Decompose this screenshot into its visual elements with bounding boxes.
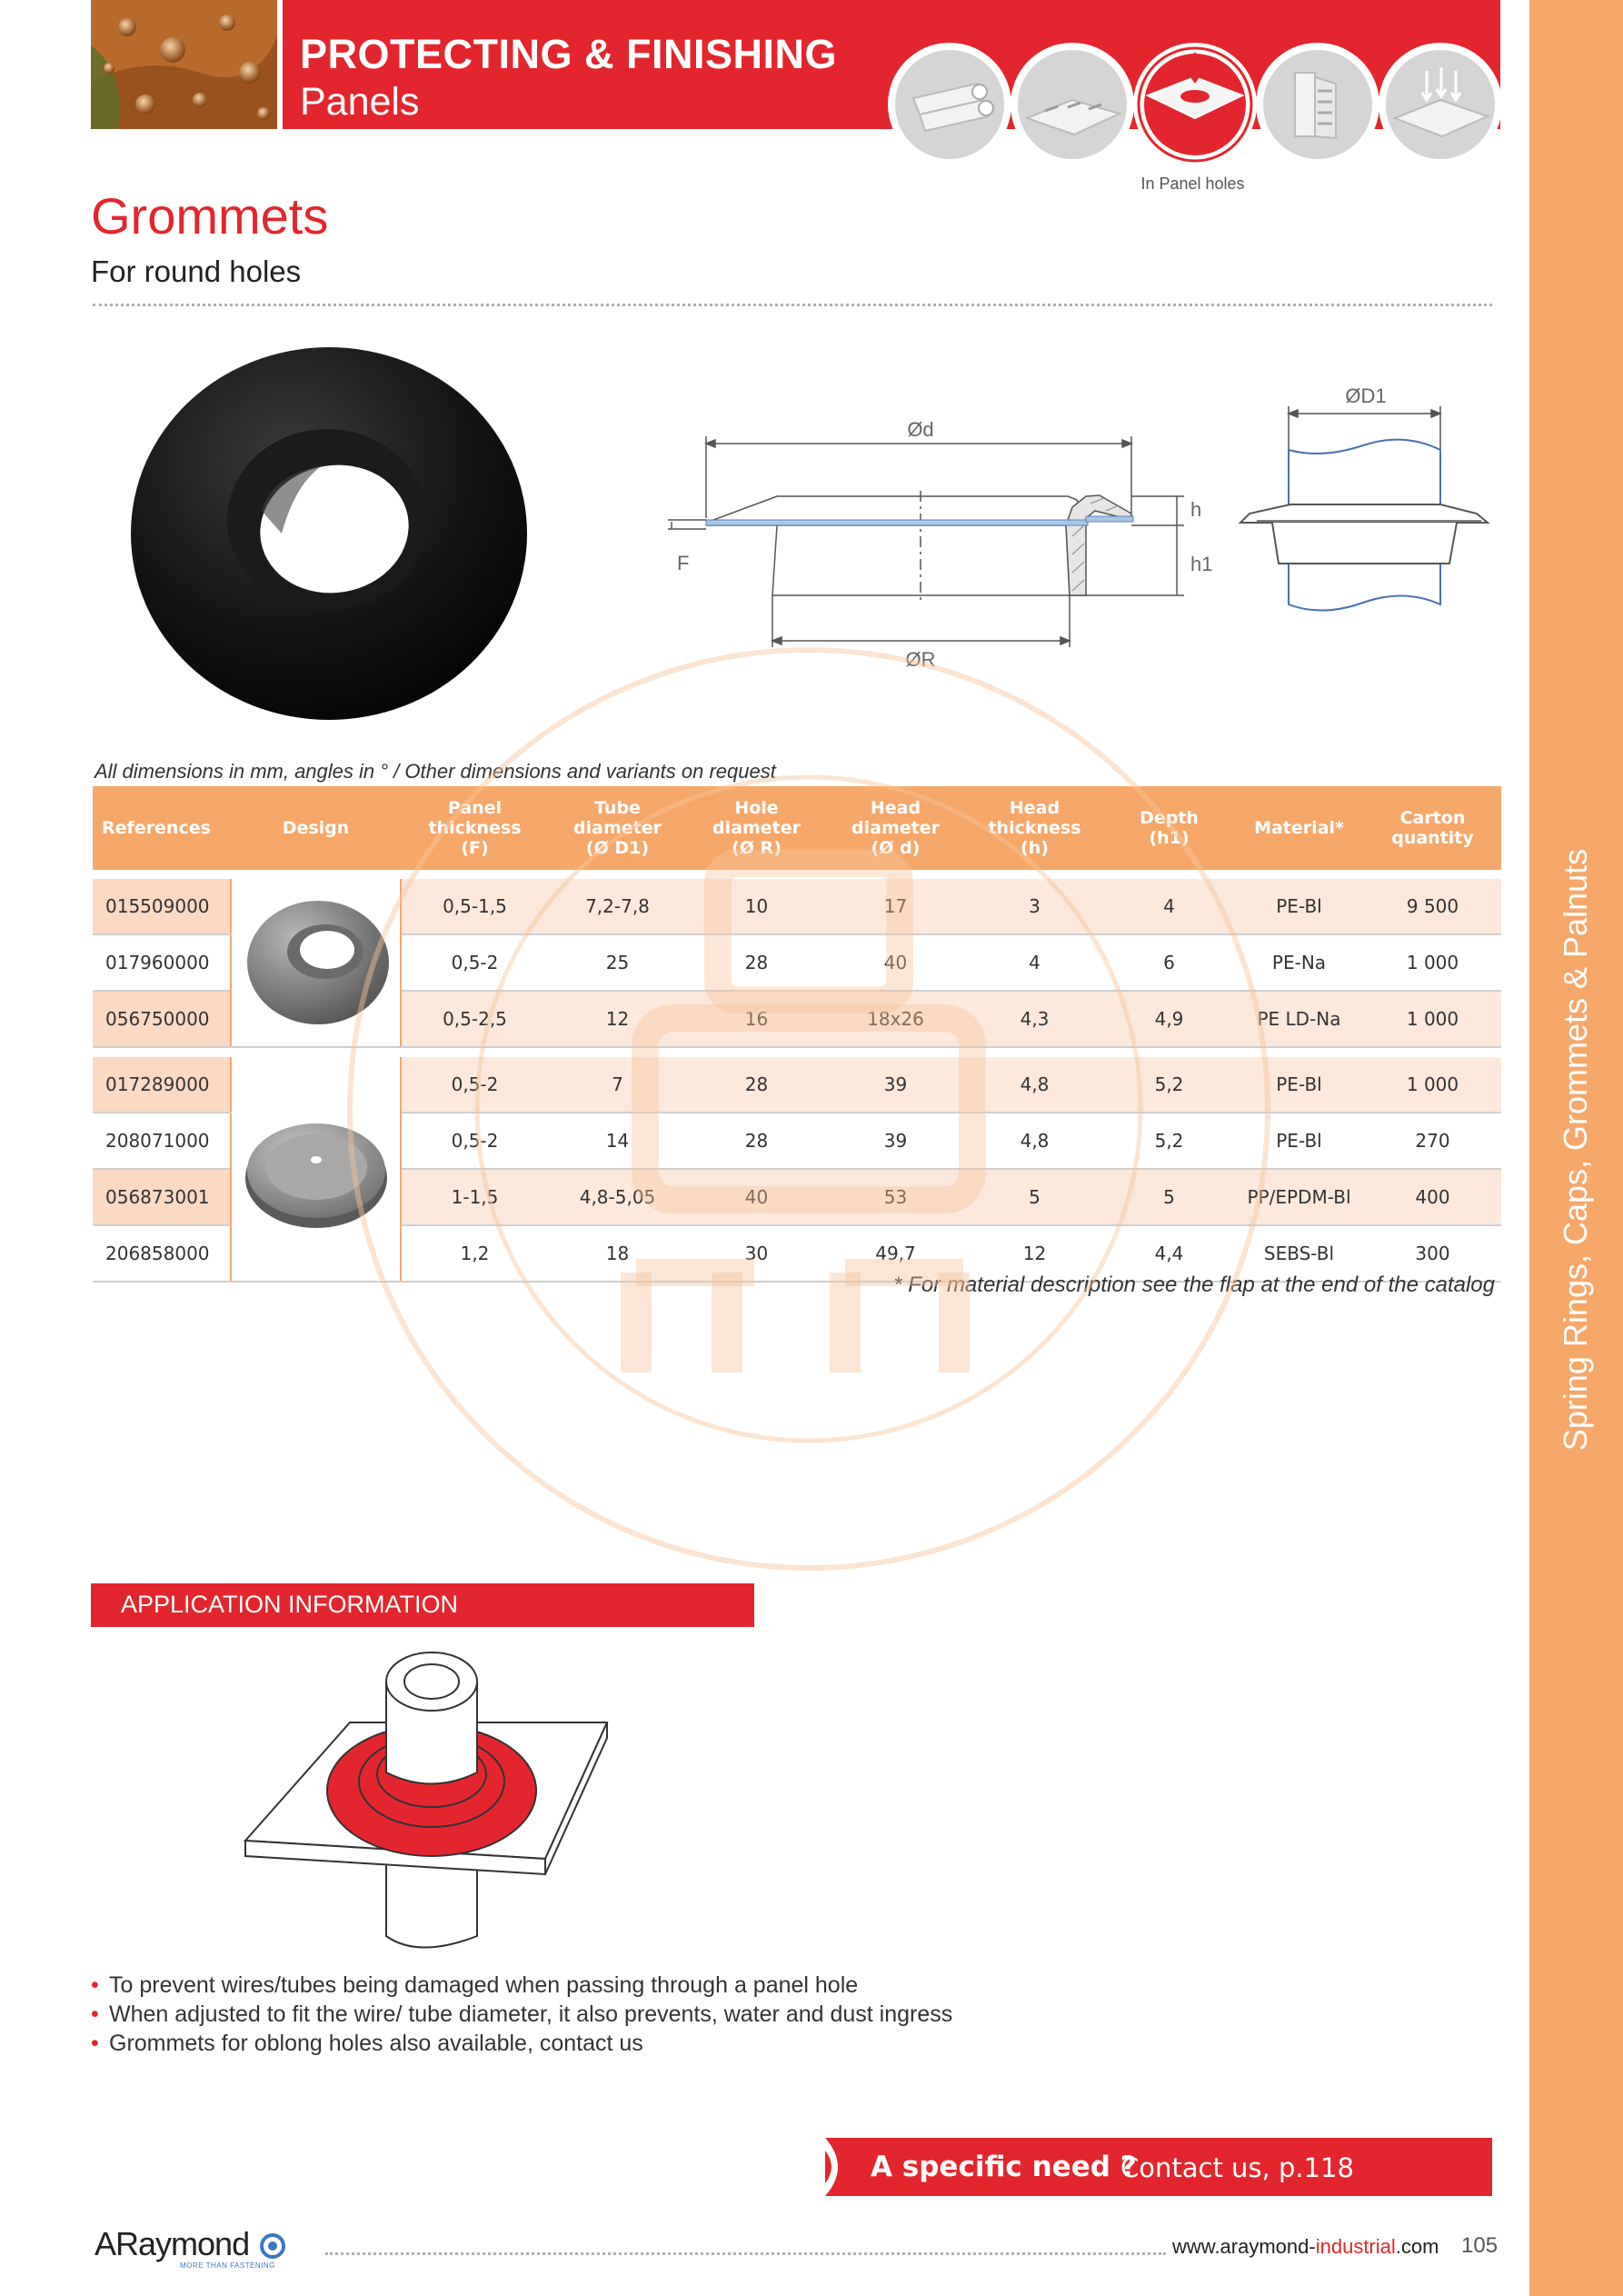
table-row[interactable]: 056750000 0,5-2,5 12 16 18x26 4,3 4,9 PE LD-Na 1 000 (93, 991, 1501, 1047)
cta-bold-text: A specific need ? (871, 2151, 1137, 2183)
label-od: Ød (907, 418, 934, 441)
section-drawing (659, 409, 1222, 682)
list-item: • Grommets for oblong holes also available, contact us (91, 2029, 952, 2058)
label-h: h (1190, 498, 1202, 521)
application-section-header (91, 1583, 754, 1627)
header-icon-strip (881, 27, 1508, 164)
table-row[interactable]: 208071000 0,5-2 14 28 39 4,8 5,2 PE-Bl 270 (93, 1113, 1501, 1169)
contact-cta[interactable] (825, 2138, 1492, 2196)
label-or: ØR (905, 648, 936, 671)
table-row[interactable]: 056873001 1-1,5 4,8-5,05 40 53 5 5 PP/EPDM-Bl 400 (93, 1169, 1501, 1225)
brand-logo[interactable] (95, 2225, 286, 2263)
panel-hole-icon[interactable] (1133, 43, 1257, 164)
grommet-design-2 (238, 1094, 394, 1240)
title-divider (93, 304, 1492, 306)
label-od1: ØD1 (1345, 384, 1387, 407)
col-carton-quantity[interactable]: Carton quantity (1364, 786, 1501, 870)
application-bullets (91, 1971, 952, 2058)
mounted-drawing (1231, 377, 1504, 614)
label-f: F (677, 552, 690, 574)
col-head-diameter[interactable]: Head diameter (Ø d) (826, 786, 965, 870)
col-depth[interactable]: Depth (h1) (1104, 786, 1234, 870)
header-title: PROTECTING & FINISHING (300, 31, 838, 77)
col-head-thickness[interactable]: Head thickness (h) (965, 786, 1104, 870)
col-material[interactable]: Material* (1234, 786, 1364, 870)
table-row[interactable]: 015509000 0,5-1,5 7,2-7,8 10 17 3 4 PE-Bl 9 500 (93, 879, 1501, 934)
footer-url[interactable]: www.araymond-industrial.com (1172, 2235, 1439, 2258)
page-number: 105 (1461, 2233, 1499, 2258)
header-photo (91, 0, 277, 129)
dimensions-note: All dimensions in mm, angles in ° / Other dimensions and variants on request (95, 760, 776, 783)
side-tab-label: Spring Rings, Caps, Grommets & Palnuts (1557, 848, 1594, 1452)
footer-divider (325, 2252, 1166, 2255)
table-row[interactable]: 017289000 0,5-2 7 28 39 4,8 5,2 PE-Bl 1 000 (93, 1057, 1501, 1113)
cta-arc-icon (825, 2138, 852, 2196)
brand-name: ARaymond (95, 2225, 250, 2262)
design-image-2 (231, 1057, 401, 1282)
pipes-icon[interactable] (888, 43, 1011, 164)
material-note: * For material description see the flap at the end of the catalog (893, 1273, 1495, 1297)
list-item: • To prevent wires/tubes being damaged when passing through a panel hole (91, 1971, 952, 2000)
col-tube-diameter[interactable]: Tube diameter (Ø D1) (548, 786, 687, 870)
application-title: APPLICATION INFORMATION (121, 1591, 459, 1618)
header-subtitle: Panels (300, 80, 420, 124)
col-design[interactable]: Design (231, 786, 401, 870)
application-illustration (236, 1636, 618, 1963)
brand-circle-icon (259, 2232, 286, 2260)
specs-table (93, 786, 1501, 1283)
label-h1: h1 (1190, 553, 1213, 575)
surface-icon[interactable] (1011, 43, 1134, 164)
col-panel-thickness[interactable]: Panel thickness (F) (401, 786, 548, 870)
table-row[interactable]: 017960000 0,5-2 25 28 40 4 6 PE-Na 1 000 (93, 934, 1501, 991)
design-image-1 (231, 879, 401, 1047)
cta-link-text[interactable]: Contact us, p.118 (1120, 2152, 1354, 2183)
table-header-row (93, 786, 1501, 870)
active-icon-caption: In Panel holes (1140, 175, 1245, 193)
grommet-design-1 (238, 888, 394, 1033)
table-row[interactable]: 206858000 1,2 18 30 49,7 12 4,4 SEBS-Bl 300 (93, 1225, 1501, 1282)
grommet-photo (118, 338, 545, 729)
mounting-icon[interactable] (1379, 43, 1502, 164)
stacked-panels-icon[interactable] (1256, 43, 1379, 164)
page-subtitle: For round holes (91, 255, 302, 288)
brand-tagline: MORE THAN FASTENING (180, 2261, 275, 2270)
col-hole-diameter[interactable]: Hole diameter (Ø R) (687, 786, 826, 870)
page-title: Grommets (91, 187, 329, 245)
list-item: • When adjusted to fit the wire/ tube diameter, it also prevents, water and dust ingress (91, 2000, 952, 2029)
col-references[interactable]: References (93, 786, 231, 870)
